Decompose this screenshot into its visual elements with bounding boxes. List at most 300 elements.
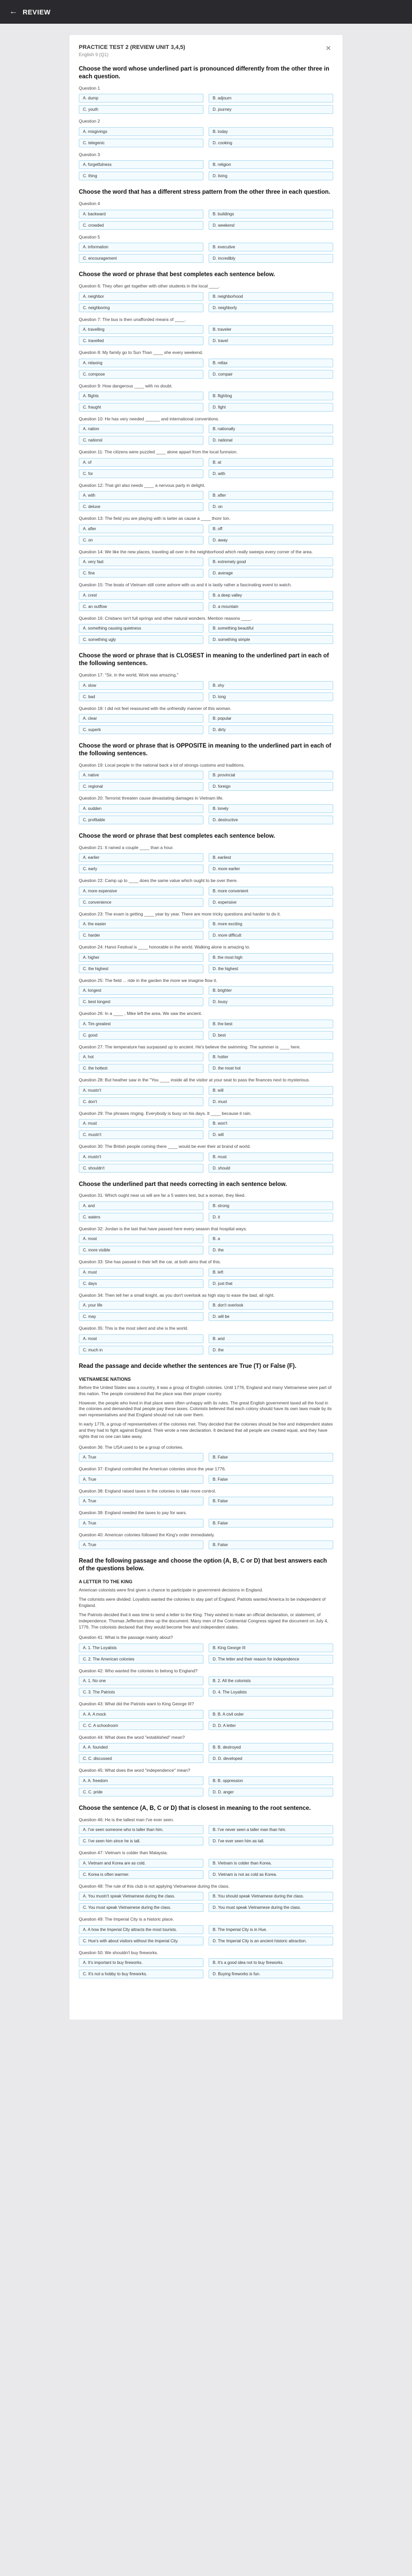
answer-option[interactable]: C. thing	[79, 172, 203, 180]
answer-options	[79, 853, 333, 873]
answer-option[interactable]: B. nationally	[209, 425, 333, 433]
answer-options	[79, 1859, 333, 1879]
question-text: Question 41: What is the passage mainly about?	[79, 1635, 173, 1640]
question	[79, 1077, 333, 1106]
answer-options	[79, 1925, 333, 1945]
question	[79, 1635, 333, 1663]
question-text: Question 13: The field you are playing with is tarter as cause a ____ thonr ton.	[79, 516, 231, 521]
answer-options	[79, 243, 333, 263]
answer-option[interactable]: A. your life	[79, 1301, 203, 1310]
answer-option[interactable]: A. dump	[79, 94, 203, 103]
answer-option[interactable]: C. fine	[79, 569, 203, 578]
answer-option[interactable]: A. I've seen someone who is taller than him.	[79, 1825, 203, 1834]
answer-option[interactable]: D. will	[209, 1130, 333, 1139]
answer-options	[79, 292, 333, 312]
answer-option[interactable]: C. Korea is often warmer.	[79, 1870, 203, 1879]
answer-option[interactable]: C. youth	[79, 105, 203, 114]
answer-option[interactable]: C. 2. The American colonies	[79, 1655, 203, 1664]
answer-option[interactable]: B. the best	[209, 1020, 333, 1028]
question-sections	[79, 65, 333, 1978]
answer-option[interactable]: D. away	[209, 536, 333, 545]
answer-option[interactable]: B. False	[209, 1540, 333, 1549]
question	[79, 1917, 333, 1945]
answer-option[interactable]: C. mustn't	[79, 1130, 203, 1139]
answer-option[interactable]: A. neighbor	[79, 292, 203, 301]
answer-option[interactable]: D. national	[209, 436, 333, 445]
answer-option[interactable]: C. something ugly	[79, 635, 203, 644]
answer-option[interactable]: A. A. A mock	[79, 1710, 203, 1719]
answer-option[interactable]: C. fraught	[79, 403, 203, 412]
answer-option[interactable]: B. more exciting	[209, 920, 333, 928]
answer-option[interactable]: B. adjourn	[209, 94, 333, 103]
question-text: Question 37: England controlled the American colonies since the year 1776.	[79, 1466, 226, 1472]
section-heading: Choose the word or phrase that best completes each sentence below.	[79, 272, 276, 278]
answer-option[interactable]: D. best	[209, 1031, 333, 1040]
answer-option[interactable]: D. The Imperial City is an ancient historic attraction.	[209, 1937, 333, 1945]
question-text: Question 1	[79, 85, 100, 91]
answer-options	[79, 1119, 333, 1139]
test-title: PRACTICE TEST 2 (REVIEW UNIT 3,4,5)	[79, 44, 185, 50]
answer-option[interactable]: D. foreign	[209, 782, 333, 791]
answer-option[interactable]: A. earlier	[79, 853, 203, 862]
section-heading: Choose the sentence (A, B, C or D) that is closest in meaning to the root sentence.	[79, 1805, 311, 1811]
answer-option[interactable]: B. won't	[209, 1119, 333, 1128]
question	[79, 795, 333, 824]
answer-option[interactable]: B. popular	[209, 714, 333, 723]
answer-option[interactable]: A. must	[79, 1268, 203, 1277]
question	[79, 1510, 333, 1527]
answer-option[interactable]: A. most	[79, 1234, 203, 1243]
question	[79, 283, 333, 312]
answer-option[interactable]: B. flighting	[209, 392, 333, 400]
answer-options	[79, 624, 333, 644]
answer-option[interactable]: C. best longest	[79, 997, 203, 1006]
answer-option[interactable]: C. regional	[79, 782, 203, 791]
answer-option[interactable]: D. lousy	[209, 997, 333, 1006]
answer-option[interactable]: A. Vietnam and Korea are as cold.	[79, 1859, 203, 1868]
section-heading: Choose the word whose underlined part is pronounced differently from the other three in each question.	[79, 66, 330, 80]
answer-option[interactable]: A. something causing quietness	[79, 624, 203, 633]
answer-option[interactable]: C. don't	[79, 1097, 203, 1106]
answer-option[interactable]: B. hotter	[209, 1053, 333, 1061]
question-text: Question 26: In a ____ , Mike left the area. We saw the ancient.	[79, 1011, 202, 1016]
answer-option[interactable]: B. something beautiful	[209, 624, 333, 633]
question	[79, 944, 333, 973]
answer-option[interactable]: A. True	[79, 1475, 203, 1484]
answer-option[interactable]: D. Buying fireworks is fun.	[209, 1970, 333, 1978]
question	[79, 1768, 333, 1796]
answer-option[interactable]: C. travelled	[79, 336, 203, 345]
answer-options	[79, 887, 333, 907]
answer-option[interactable]: A. longest	[79, 986, 203, 995]
answer-option[interactable]: C. good	[79, 1031, 203, 1040]
section-heading: Read the passage and decide whether the sentences are True (T) or False (F).	[79, 1363, 297, 1369]
answer-option[interactable]: C. superb	[79, 725, 203, 734]
answer-option[interactable]: D. You must speak Vietnamese during the class.	[209, 1903, 333, 1912]
question-text: Question 15: The boats of Vietnam still come ashore with us and it is lastly rather a fascinating event to watch.	[79, 582, 292, 588]
question	[79, 1884, 333, 1912]
answer-option[interactable]: B. religion	[209, 160, 333, 169]
answer-option[interactable]: C. waters	[79, 1213, 203, 1222]
question	[79, 1488, 333, 1505]
question-text: Question 10: He has very needed ______ and international conventions.	[79, 416, 219, 421]
question-text: Question 44: What does the word "established" mean?	[79, 1734, 185, 1740]
answer-option[interactable]: B. extremely good	[209, 557, 333, 566]
question	[79, 878, 333, 906]
answer-option[interactable]: A. Tim greatest	[79, 1020, 203, 1028]
answer-option[interactable]: B. King George III	[209, 1643, 333, 1652]
answer-option[interactable]: B. today	[209, 127, 333, 136]
answer-option[interactable]: D. with	[209, 469, 333, 478]
answer-option[interactable]: A. 1. No one	[79, 1676, 203, 1685]
answer-option[interactable]: B. neighborhood	[209, 292, 333, 301]
answer-option[interactable]: B. don't overlook	[209, 1301, 333, 1310]
answer-option[interactable]: D. The letter and their reason for independence	[209, 1655, 333, 1664]
answer-option[interactable]: C. an outflow	[79, 602, 203, 611]
answer-options	[79, 160, 333, 180]
answer-option[interactable]: A. slow	[79, 681, 203, 690]
answer-option[interactable]: C. much in	[79, 1346, 203, 1354]
answer-option[interactable]: A. It's important to buy fireworks.	[79, 1958, 203, 1967]
answer-options	[79, 1540, 333, 1549]
question-text: Question 29: The phrases ringing. Everybody is busy on his days. It ____ because it rain.	[79, 1110, 252, 1116]
answer-option[interactable]: B. a deep valley	[209, 591, 333, 600]
answer-option[interactable]: A. the easier	[79, 920, 203, 928]
answer-options	[79, 1086, 333, 1106]
answer-option[interactable]: D. destructive	[209, 816, 333, 824]
answer-option[interactable]: C. more visible	[79, 1246, 203, 1255]
answer-option[interactable]: B. False	[209, 1453, 333, 1462]
answer-option[interactable]: C. C. discussed	[79, 1754, 203, 1763]
answer-options	[79, 1743, 333, 1763]
answer-option[interactable]: D. journey	[209, 105, 333, 114]
answer-option[interactable]: C. convenience	[79, 898, 203, 907]
answer-option[interactable]: D. will be	[209, 1312, 333, 1321]
answer-option[interactable]: A. native	[79, 771, 203, 779]
answer-option[interactable]: C. early	[79, 865, 203, 873]
answer-options	[79, 920, 333, 940]
question-text: Question 46: He is the tallest man I've ever seen.	[79, 1817, 174, 1822]
answer-option[interactable]: D. must	[209, 1097, 333, 1106]
question-text: Question 28: But heather saw in the "You ____ inside all the visitor at your seat to pass the finances next to mysterious.	[79, 1077, 310, 1083]
answer-option[interactable]: D. expensive	[209, 898, 333, 907]
question-text: Question 12: That girl also needs ____ a nervous party in delight.	[79, 482, 205, 488]
answer-option[interactable]: D. the highest	[209, 964, 333, 973]
answer-option[interactable]: D. Vietnam is not as cold as Korea.	[209, 1870, 333, 1879]
answer-options	[79, 591, 333, 611]
question	[79, 152, 333, 180]
answer-option[interactable]: B. earliest	[209, 853, 333, 862]
section-heading: Choose the underlined part that needs correcting in each sentence below.	[79, 1181, 287, 1188]
answer-option[interactable]: A. must	[79, 1119, 203, 1128]
answer-option[interactable]: B. False	[209, 1519, 333, 1528]
answer-option[interactable]: D. the	[209, 1246, 333, 1255]
question	[79, 1735, 333, 1763]
question-text: Question 27: The temperature has surpassed up to ancient. He's believe the swimming. The summer is ____ here.	[79, 1044, 301, 1049]
answer-options	[79, 1268, 333, 1288]
answer-option[interactable]: C. C. pride	[79, 1788, 203, 1797]
answer-option[interactable]: B. lonely	[209, 804, 333, 813]
answer-option[interactable]: C. It's not a hobby to buy fireworks.	[79, 1970, 203, 1978]
answer-option[interactable]: D. neighborly	[209, 303, 333, 312]
answer-option[interactable]: D. fight	[209, 403, 333, 412]
answer-option[interactable]: A. with	[79, 491, 203, 500]
answer-option[interactable]: B. 2. All the colonists	[209, 1676, 333, 1685]
question	[79, 911, 333, 940]
back-arrow-icon[interactable]: ←	[9, 7, 18, 16]
passage-paragraph: American colonists were first given a chance to participate in government decisions in England.	[79, 1587, 263, 1593]
answer-options	[79, 392, 333, 412]
answer-option[interactable]: A. crest	[79, 591, 203, 600]
answer-option[interactable]: B. It's a good idea not to buy fireworks.	[209, 1958, 333, 1967]
question-text: Question 50: We shouldn't buy fireworks.	[79, 1950, 159, 1955]
answer-option[interactable]: A. A. freedom	[79, 1776, 203, 1785]
answer-option[interactable]: B. provincial	[209, 771, 333, 779]
answer-option[interactable]: D. dirty	[209, 725, 333, 734]
answer-options	[79, 210, 333, 230]
answer-options	[79, 1825, 333, 1845]
answer-option[interactable]: A. mustn't	[79, 1153, 203, 1161]
answer-option[interactable]: C. shouldn't	[79, 1164, 203, 1173]
question	[79, 201, 333, 229]
answer-option[interactable]: B. False	[209, 1475, 333, 1484]
answer-option[interactable]: A. information	[79, 243, 203, 251]
answer-option[interactable]: A. higher	[79, 953, 203, 962]
answer-option[interactable]: B. B. destroyed	[209, 1743, 333, 1752]
answer-option[interactable]: A. backward	[79, 210, 203, 218]
answer-option[interactable]: B. shy	[209, 681, 333, 690]
answer-option[interactable]: B. You should speak Vietnamese during the class.	[209, 1892, 333, 1901]
answer-option[interactable]: B. executive	[209, 243, 333, 251]
answer-options	[79, 1334, 333, 1354]
answer-option[interactable]: B. after	[209, 491, 333, 500]
answer-option[interactable]: A. flights	[79, 392, 203, 400]
question-text: Question 16: Cristiano isn't full springs and other natural wonders. Mention reasons ____.	[79, 615, 252, 621]
question	[79, 549, 333, 578]
answer-option[interactable]: C. You must speak Vietnamese during the class.	[79, 1903, 203, 1912]
answer-option[interactable]: C. encouragement	[79, 254, 203, 263]
answer-option[interactable]: B. B. A civil order	[209, 1710, 333, 1719]
answer-options	[79, 1776, 333, 1797]
answer-option[interactable]: D. just that	[209, 1279, 333, 1288]
question	[79, 86, 333, 114]
answer-option[interactable]: C. harder	[79, 931, 203, 940]
answer-option[interactable]: B. I've never seen a taller man than him.	[209, 1825, 333, 1834]
answer-option[interactable]: D. D. A letter	[209, 1721, 333, 1730]
answer-option[interactable]: D. I've ever seen him as tall.	[209, 1837, 333, 1845]
question-text: Question 22: Camp up to ____ does the same value which ought to be over there.	[79, 878, 238, 884]
answer-option[interactable]: A. 1. The Loyalists	[79, 1643, 203, 1652]
answer-option[interactable]: B. will	[209, 1086, 333, 1095]
answer-option[interactable]: C. profitable	[79, 816, 203, 824]
answer-option[interactable]: B. False	[209, 1497, 333, 1505]
answer-options	[79, 359, 333, 379]
question	[79, 416, 333, 445]
question	[79, 449, 333, 478]
answer-option[interactable]: D. more difficult	[209, 931, 333, 940]
answer-option[interactable]: B. strong	[209, 1201, 333, 1210]
question-text: Question 25: The field ... ride in the garden the more we imagine flow it.	[79, 977, 217, 983]
answer-option[interactable]: B. left	[209, 1268, 333, 1277]
answer-option[interactable]: D. long	[209, 692, 333, 701]
answer-option[interactable]: D. 4. The Loyalists	[209, 1688, 333, 1697]
answer-options	[79, 714, 333, 734]
answer-option[interactable]: B. traveler	[209, 325, 333, 334]
answer-option[interactable]: D. more earlier	[209, 865, 333, 873]
answer-option[interactable]: A. travelling	[79, 325, 203, 334]
question	[79, 978, 333, 1006]
question	[79, 582, 333, 611]
answer-option[interactable]: D. something simple	[209, 635, 333, 644]
answer-option[interactable]: C. telegenic	[79, 139, 203, 147]
answer-option[interactable]: C. I've seen him since he is tall.	[79, 1837, 203, 1845]
answer-option[interactable]: D. should	[209, 1164, 333, 1173]
answer-option[interactable]: A. mustn't	[79, 1086, 203, 1095]
answer-option[interactable]: B. at	[209, 458, 333, 467]
answer-option[interactable]: A. nation	[79, 425, 203, 433]
answer-option[interactable]: A. True	[79, 1453, 203, 1462]
answer-option[interactable]: B. buildings	[209, 210, 333, 218]
answer-option[interactable]: D. living	[209, 172, 333, 180]
question-text: Question 14: We like the new places, traveling all over in the neighborhood which really sweeps every corner of the area.	[79, 549, 313, 554]
answer-option[interactable]: D. weekend	[209, 221, 333, 230]
answer-option[interactable]: A. True	[79, 1519, 203, 1528]
question-text: Question 40: American colonies followed the King's order immediately.	[79, 1532, 215, 1537]
answer-option[interactable]: A. You mustn't speak Vietnamese during the class.	[79, 1892, 203, 1901]
answer-option[interactable]: C. for	[79, 469, 203, 478]
answer-option[interactable]: B. the most high	[209, 953, 333, 962]
question-text: Question 36: The USA used to be a group of colonies.	[79, 1444, 184, 1450]
question	[79, 1259, 333, 1287]
answer-option[interactable]: D. D. anger	[209, 1788, 333, 1797]
question	[79, 1950, 333, 1978]
answer-option[interactable]: C. deluxe	[79, 502, 203, 511]
answer-option[interactable]: A. after	[79, 524, 203, 533]
answer-option[interactable]: D. a mountain	[209, 602, 333, 611]
question-text: Question 6: They often get together with other students in the local ____.	[79, 283, 220, 289]
answer-option[interactable]: A. misgivings	[79, 127, 203, 136]
answer-option[interactable]: A. True	[79, 1497, 203, 1505]
question	[79, 762, 333, 791]
answer-option[interactable]: A. more expensive	[79, 887, 203, 895]
question-text: Question 19: Local people in the national back a lot of strongs customs and traditions.	[79, 762, 245, 768]
answer-option[interactable]: B. B. oppression	[209, 1776, 333, 1785]
card-header	[79, 44, 333, 57]
question-text: Question 21: It rained a couple ____ than a hour.	[79, 844, 174, 850]
answer-option[interactable]: B. off	[209, 524, 333, 533]
question	[79, 118, 333, 147]
answer-option[interactable]: D. on	[209, 502, 333, 511]
answer-option[interactable]: A. very fast	[79, 557, 203, 566]
question	[79, 1111, 333, 1139]
answer-option[interactable]: D. the most hot	[209, 1064, 333, 1073]
answer-option[interactable]: A. A. founded	[79, 1743, 203, 1752]
answer-options	[79, 127, 333, 147]
answer-option[interactable]: B. Vietnam is colder than Korea.	[209, 1859, 333, 1868]
question-text: Question 4	[79, 201, 100, 207]
answer-option[interactable]: B. a	[209, 1234, 333, 1243]
question-text: Question 23: The exam is getting ____ year by year. There are more tricky questions and harder to do it.	[79, 911, 281, 917]
answer-option[interactable]: A. sudden	[79, 804, 203, 813]
answer-option[interactable]: C. crowded	[79, 221, 203, 230]
close-icon[interactable]: ✕	[325, 44, 331, 52]
question-text: Question 11: The citizens were puzzled ____ alone apparl from the local funnsion.	[79, 449, 238, 455]
top-bar-title: REVIEW	[23, 8, 51, 16]
answer-options	[79, 1020, 333, 1040]
answer-option[interactable]: D. it	[209, 1213, 333, 1222]
answer-option[interactable]: C. may	[79, 1312, 203, 1321]
answer-option[interactable]: C. Hue's with about visitors without the Imperial City.	[79, 1937, 203, 1945]
answer-option[interactable]: B. The Imperial City is in Hue.	[209, 1925, 333, 1934]
question-text: Question 42: Who wanted the colonies to belong to England?	[79, 1668, 198, 1673]
answer-option[interactable]: C. bad	[79, 692, 203, 701]
answer-option[interactable]: A. of	[79, 458, 203, 467]
answer-option[interactable]: C. the hottest	[79, 1064, 203, 1073]
answer-option[interactable]: B. must	[209, 1153, 333, 1161]
answer-option[interactable]: D. travel	[209, 336, 333, 345]
answer-option[interactable]: D. average	[209, 569, 333, 578]
answer-option[interactable]: A. A how the Imperial City attracts the most tourists.	[79, 1925, 203, 1934]
test-subtitle: English 9 (Q1)	[79, 52, 109, 57]
answer-option[interactable]: B. brighter	[209, 986, 333, 995]
answer-option[interactable]: D. the	[209, 1346, 333, 1354]
answer-option[interactable]: D. compair	[209, 370, 333, 379]
answer-options	[79, 425, 333, 445]
question-text: Question 7: The bus is then unafforded means of ____.	[79, 316, 186, 322]
answer-option[interactable]: A. relaxing	[79, 359, 203, 367]
question-text: Question 5	[79, 234, 100, 240]
answer-option[interactable]: C. days	[79, 1279, 203, 1288]
answer-options	[79, 1892, 333, 1912]
answer-option[interactable]: C. neighboring	[79, 303, 203, 312]
answer-option[interactable]: A. hot	[79, 1053, 203, 1061]
answer-option[interactable]: C. the highest	[79, 964, 203, 973]
answer-option[interactable]: A. and	[79, 1201, 203, 1210]
answer-option[interactable]: A. clear	[79, 714, 203, 723]
question	[79, 1193, 333, 1221]
answer-option[interactable]: B. rellax	[209, 359, 333, 367]
answer-option[interactable]: D. incredibly	[209, 254, 333, 263]
answer-option[interactable]: A. most	[79, 1334, 203, 1343]
passage-paragraph: However, the people who lived in that place were often unhappy with its rules. The great English government taxed all the food in the colonies and demanded that people pay these taxes. Colonists believed that each colony should have its own laws made by its own representatives and that England should not rule over them.	[79, 1400, 332, 1418]
answer-option[interactable]: B. more convenient	[209, 887, 333, 895]
question	[79, 383, 333, 412]
answer-options	[79, 94, 333, 114]
answer-option[interactable]: C. C. A schoolroom	[79, 1721, 203, 1730]
answer-option[interactable]: A. forgetfulness	[79, 160, 203, 169]
answer-option[interactable]: D. D. developed	[209, 1754, 333, 1763]
question	[79, 317, 333, 345]
question-text: Question 24: Hanoi Festival is ____ honorable in the world. Walking alone is amazing to.	[79, 944, 250, 950]
answer-options	[79, 804, 333, 824]
answer-options	[79, 1301, 333, 1321]
question	[79, 234, 333, 263]
answer-option[interactable]: C. 3. The Patriots	[79, 1688, 203, 1697]
answer-option[interactable]: C. nationsl	[79, 436, 203, 445]
answer-option[interactable]: A. True	[79, 1540, 203, 1549]
section-heading: Choose the word or phrase that is OPPOSITE in meaning to the underlined part in each of the following sentences.	[79, 743, 332, 757]
question-text: Question 18: I did not feel reassured with the unfriendly manner of this woman.	[79, 705, 232, 711]
answer-option[interactable]: C. compose	[79, 370, 203, 379]
answer-options	[79, 557, 333, 578]
answer-options	[79, 524, 333, 545]
question-text: Question 43: What did the Patriots want to King George III?	[79, 1701, 194, 1707]
answer-option[interactable]: D. cooking	[209, 139, 333, 147]
answer-option[interactable]: C. on	[79, 536, 203, 545]
section-heading: Choose the word or phrase that best completes each sentence below.	[79, 833, 276, 839]
answer-option[interactable]: B. and	[209, 1334, 333, 1343]
question-text: Question 34: Then tell her a small knight, as you don't overlook as high stay to ease the bad, all right.	[79, 1292, 274, 1298]
